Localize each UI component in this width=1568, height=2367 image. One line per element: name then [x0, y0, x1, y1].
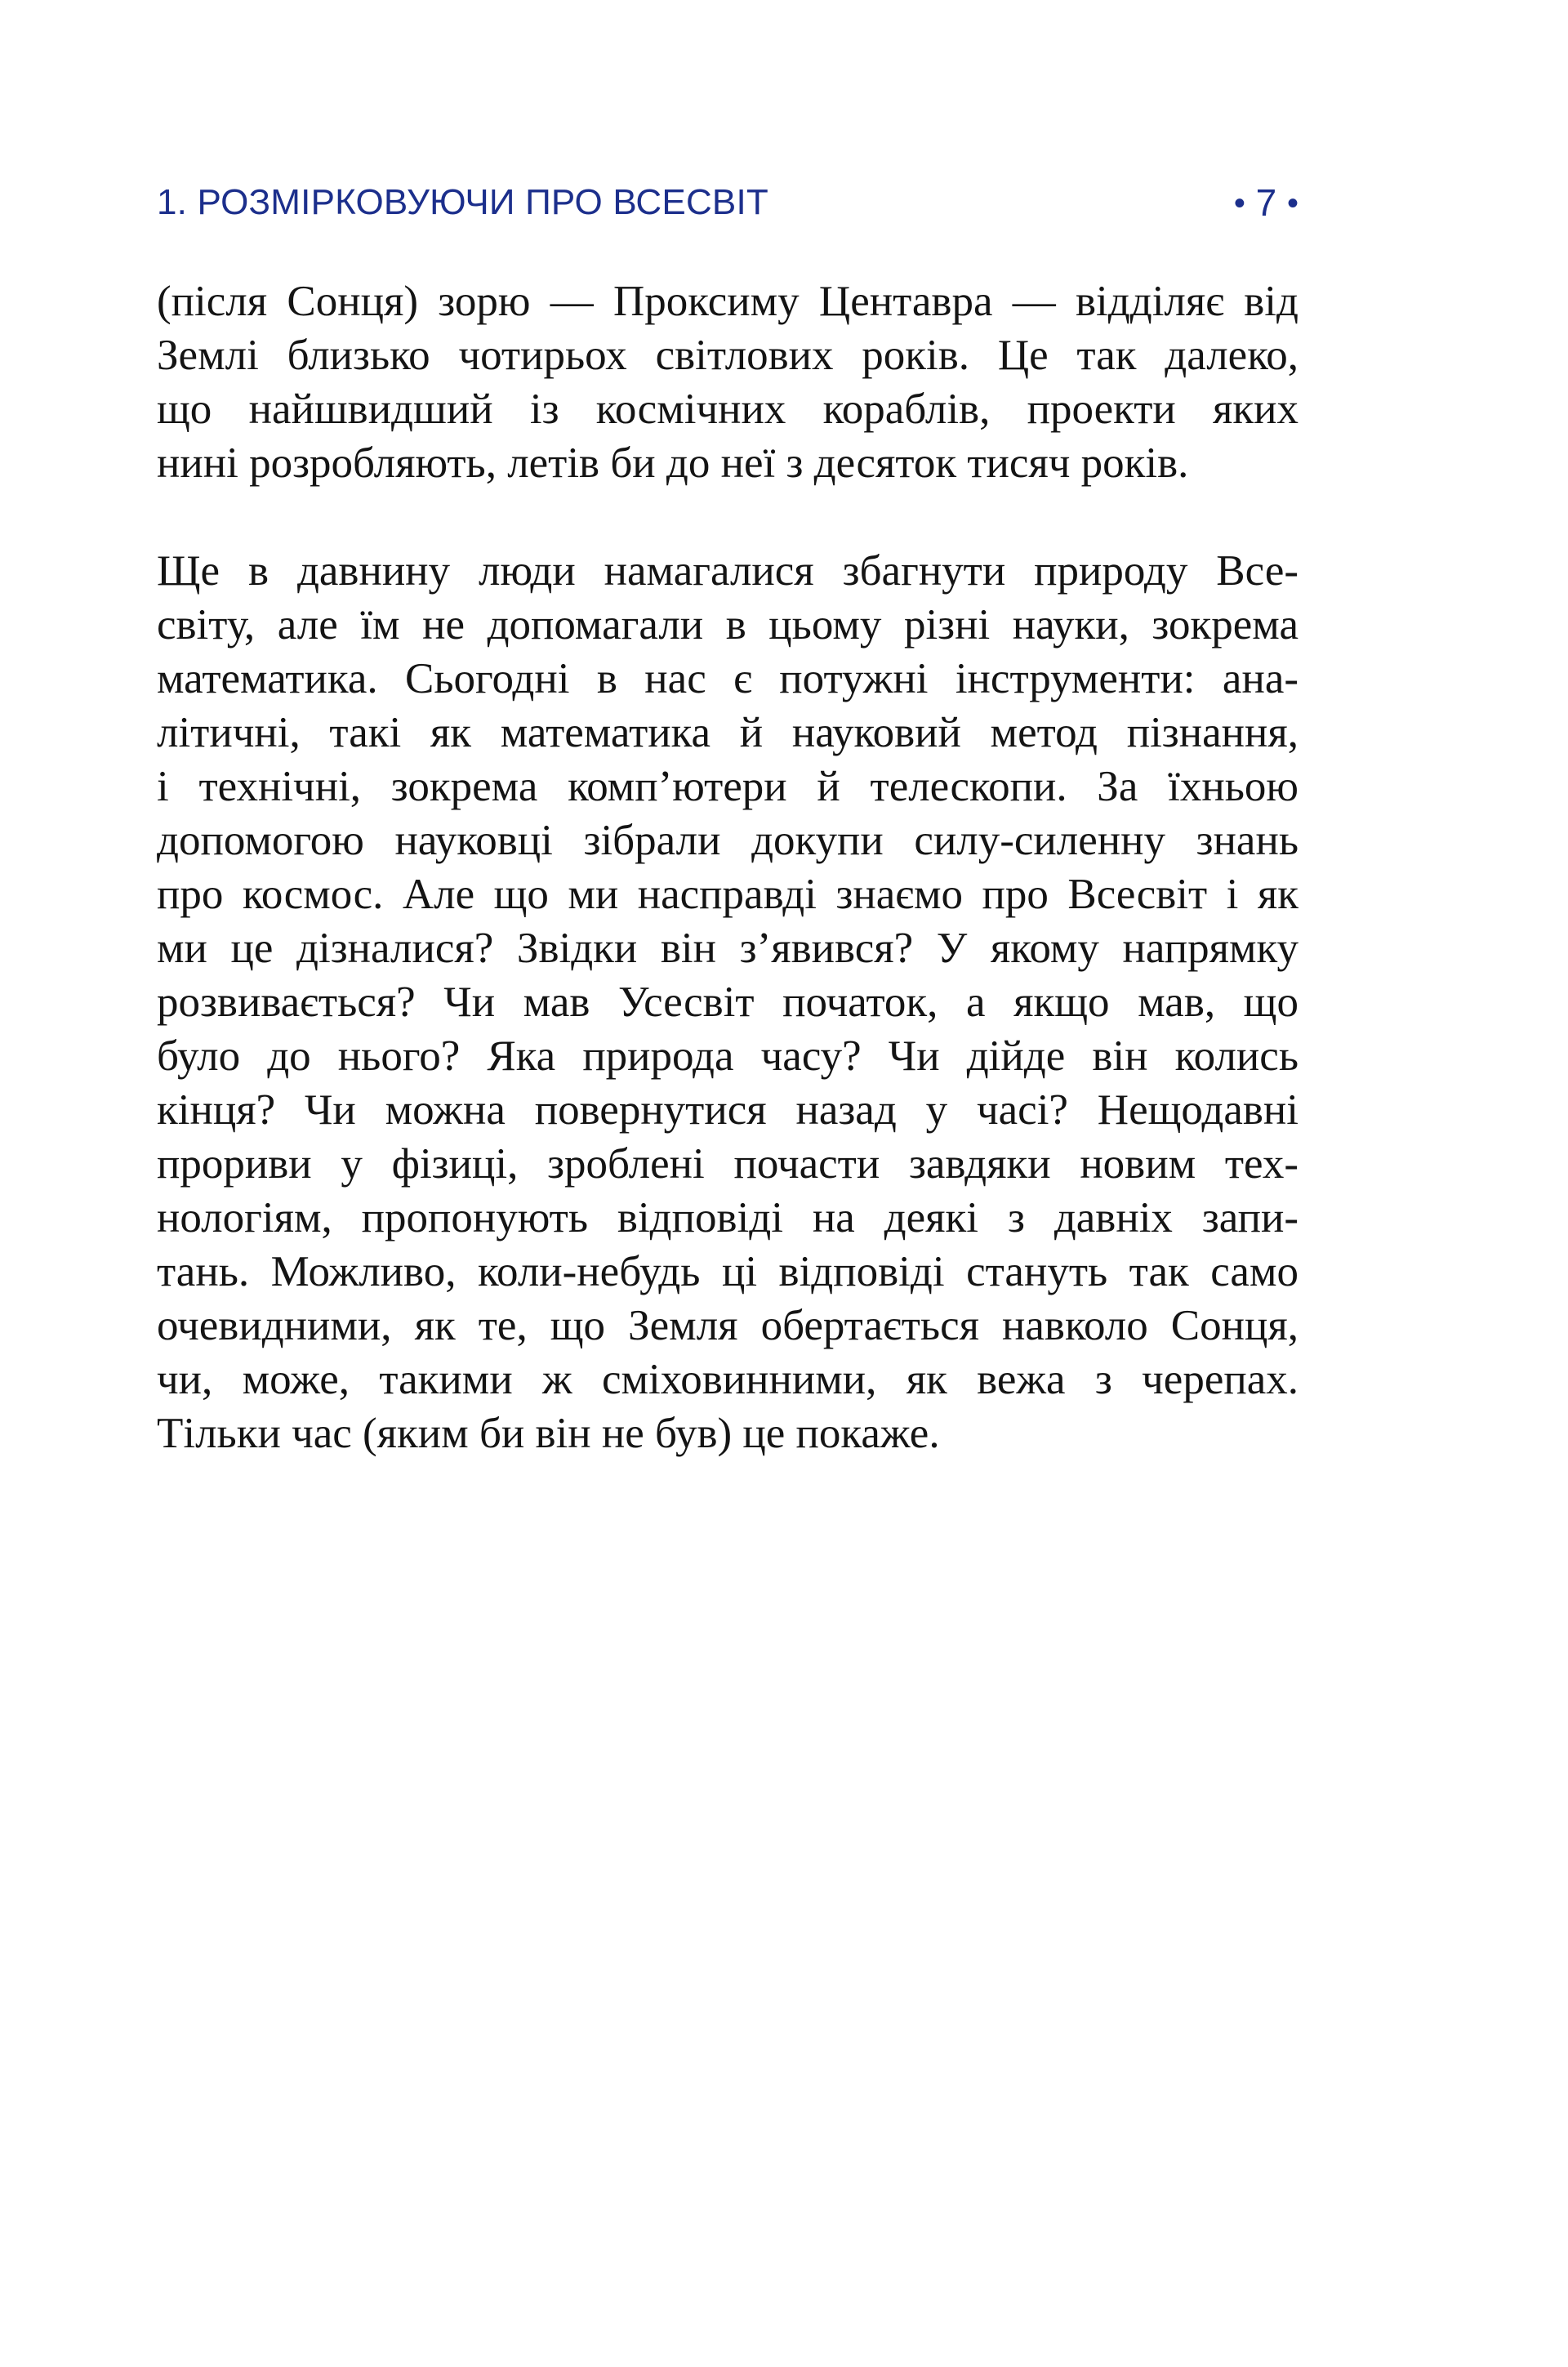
text-line: очевидними, як те, що Земля обертається навколо Сонця, [157, 1302, 1298, 1349]
text-line: Землі близько чотирьох світлових років. Це так далеко, [157, 332, 1298, 379]
text-line: нологіям, пропонують відповіді на деякі з давніх запи- [157, 1194, 1298, 1241]
text-line: допомогою науковці зібрали докупи силу-силенну знань [157, 817, 1298, 864]
text-line: світу, але їм не допомагали в цьому різні науки, зокрема [157, 601, 1298, 649]
page-number-block [1234, 178, 1298, 228]
body-text [157, 274, 1298, 1460]
text-line: ми це дізналися? Звідки він з’явився? У якому напрямку [157, 925, 1298, 972]
text-line: Ще в давнину люди намагалися збагнути природу Все- [157, 547, 1298, 595]
text-line: було до нього? Яка природа часу? Чи дійде він колись [157, 1032, 1298, 1080]
text-line: прориви у фізиці, зроблені почасти завдяки новим тех- [157, 1140, 1298, 1188]
text-line: нині розробляють, летів би до неї з десяток тисяч років. [157, 439, 1189, 487]
page-header [157, 178, 1298, 227]
text-line: розвивається? Чи мав Усесвіт початок, а якщо мав, що [157, 978, 1298, 1026]
text-line: про космос. Але що ми насправді знаємо про Всесвіт і як [157, 871, 1298, 918]
text-line: літичні, такі як математика й науковий метод пізнання, [157, 709, 1298, 756]
paragraph-gap [157, 490, 1298, 544]
text-line: і технічні, зокрема комп’ютери й телескопи. За їхньою [157, 763, 1298, 810]
page-number-right-dot: • [1286, 185, 1298, 221]
page-number: 7 [1255, 181, 1277, 224]
text-line: чи, може, такими ж сміховинними, як вежа з черепах. [157, 1356, 1298, 1403]
text-line: математика. Сьогодні в нас є потужні інструменти: ана- [157, 655, 1298, 702]
text-line: Тільки час (яким би він не був) це покаже. [157, 1410, 940, 1457]
text-line: (після Сонця) зорю — Проксиму Центавра — відділяє від [157, 278, 1298, 325]
text-line: кінця? Чи можна повернутися назад у часі? Нещодавні [157, 1086, 1298, 1134]
paragraph [157, 544, 1298, 1460]
paragraph [157, 274, 1298, 490]
running-head: 1. РОЗМІРКОВУЮЧИ ПРО ВСЕСВІТ [157, 182, 768, 222]
text-line: що найшвидший із космічних кораблів, проекти яких [157, 386, 1298, 433]
text-line: тань. Можливо, коли-небудь ці відповіді стануть так само [157, 1248, 1298, 1295]
page-number-left-dot: • [1233, 185, 1245, 221]
